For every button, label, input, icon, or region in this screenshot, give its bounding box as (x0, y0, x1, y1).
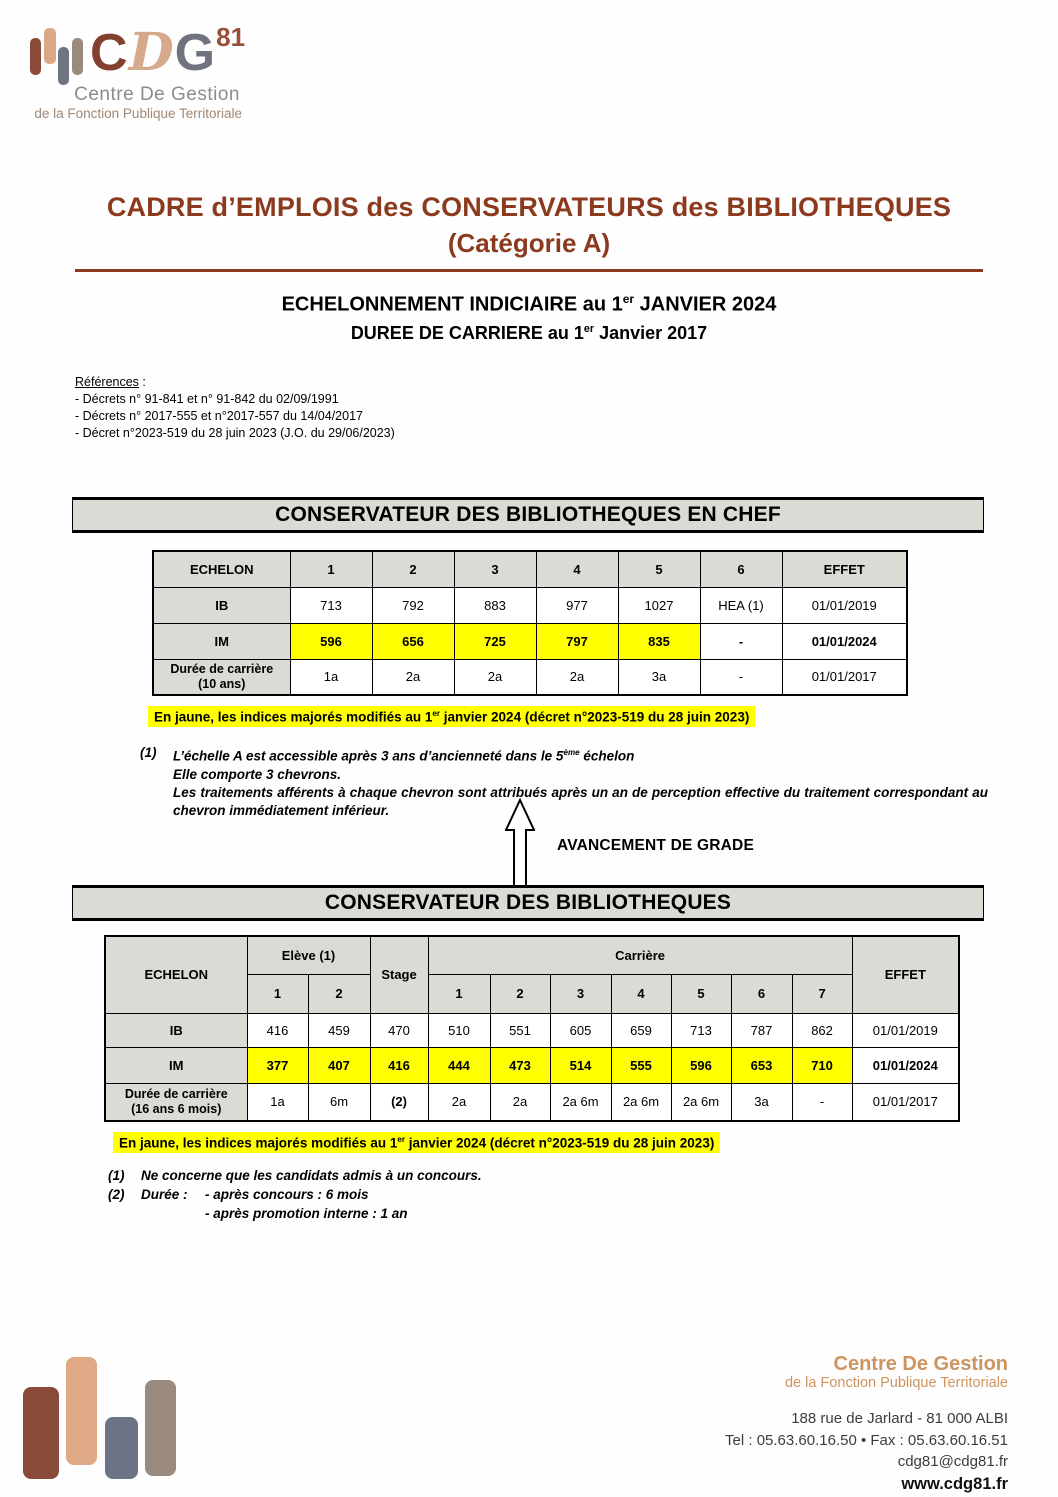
column-header: 6 (731, 974, 792, 1013)
column-header: 3 (550, 974, 611, 1013)
table-cell: 2a (372, 659, 454, 695)
table-cell-highlighted: 514 (550, 1047, 611, 1083)
table-row-ib (153, 587, 907, 623)
note-sup: er (432, 709, 441, 718)
footnote-1 (108, 1166, 482, 1185)
page-subtitle (0, 292, 1058, 344)
footnote-text: - après promotion interne : 1 an (205, 1206, 408, 1221)
column-header-effet: EFFET (852, 936, 959, 1013)
section-header-conservateur: CONSERVATEUR DES BIBLIOTHEQUES (72, 885, 984, 921)
subtitle-indiciaire (0, 292, 1058, 317)
table-cell-highlighted: 473 (490, 1047, 550, 1083)
table-cell-effet: 01/01/2019 (852, 1013, 959, 1047)
table-cell-highlighted: 596 (290, 623, 372, 659)
table-cell-highlighted: 835 (618, 623, 700, 659)
table-cell: 1027 (618, 587, 700, 623)
footer-bar-brown (23, 1387, 59, 1479)
footnote-marker: (1) (140, 745, 157, 760)
subtitle-text: DUREE DE CARRIERE au 1 (350, 322, 584, 343)
table-cell: 1a (247, 1083, 308, 1121)
highlight-note-1 (148, 706, 755, 727)
references-block (75, 374, 395, 442)
table-cell-highlighted: 653 (731, 1047, 792, 1083)
column-header: 6 (700, 551, 782, 587)
footnote-label: Durée : (141, 1187, 188, 1202)
up-arrow-icon (505, 798, 535, 888)
subtitle-sup: er (622, 292, 635, 306)
subtitle-carriere (0, 323, 1058, 344)
column-header: 4 (611, 974, 671, 1013)
column-header-effet: EFFET (782, 551, 907, 587)
row-label: IB (105, 1013, 247, 1047)
subtitle-sup: er (583, 322, 595, 335)
footnote-text: - après concours : 6 mois (205, 1187, 369, 1202)
logo-bars-icon (28, 22, 86, 86)
table-row-duree (105, 1083, 959, 1121)
footer-brand: Centre De Gestion (833, 1353, 1008, 1375)
footer-website: www.cdg81.fr (901, 1474, 1008, 1493)
table-row-duree (153, 659, 907, 695)
row-label: IB (153, 587, 290, 623)
column-header: 2 (372, 551, 454, 587)
footer-bar-tan (66, 1357, 97, 1465)
table-cell: 551 (490, 1013, 550, 1047)
column-header-echelon: ECHELON (153, 551, 290, 587)
table-cell: 470 (370, 1013, 428, 1047)
references-title (75, 374, 395, 391)
table-cell: - (700, 659, 782, 695)
column-header: 5 (618, 551, 700, 587)
row-label: IM (153, 623, 290, 659)
table-cell: 3a (731, 1083, 792, 1121)
row-label-line2: (10 ans) (198, 676, 246, 691)
title-divider (75, 269, 983, 272)
reference-item: - Décrets n° 91-841 et n° 91-842 du 02/09/1991 (75, 392, 339, 406)
table-cell: 2a (490, 1083, 550, 1121)
references-label: Références (75, 375, 139, 389)
logo-org-name: Centre De Gestion (74, 84, 240, 105)
column-header: 3 (454, 551, 536, 587)
column-header: 5 (671, 974, 731, 1013)
column-header: 2 (308, 974, 370, 1013)
note-text: janvier 2024 (décret n°2023-519 du 28 juin 2023) (405, 1135, 715, 1151)
subtitle-text: Janvier 2017 (594, 322, 708, 343)
footer-address: 188 rue de Jarlard - 81 000 ALBI (791, 1410, 1008, 1427)
logo-letter-d: D (128, 22, 175, 83)
table-cell-effet: 01/01/2017 (782, 659, 907, 695)
column-header: 2 (490, 974, 550, 1013)
table-cell-effet: 01/01/2017 (852, 1083, 959, 1121)
logo-bar-gray (58, 47, 69, 85)
table-cell-effet: 01/01/2024 (782, 623, 907, 659)
footnote-text: L’échelle A est accessible après 3 ans d’ancienneté dans le 5 (173, 748, 564, 764)
note-sup: er (397, 1135, 406, 1144)
table-conservateur-en-chef (152, 550, 908, 696)
reference-item: - Décret n°2023-519 du 28 juin 2023 (J.O. du 29/06/2023) (75, 426, 395, 440)
footnote-body (173, 744, 988, 820)
logo-letter-g: G (174, 24, 217, 82)
footer-bar-gray (105, 1417, 138, 1479)
highlight-note-2 (113, 1132, 720, 1153)
table-cell: 792 (372, 587, 454, 623)
column-header: 1 (290, 551, 372, 587)
logo-bar-brown (30, 38, 41, 75)
logo-letter-c: C (90, 24, 129, 82)
table-cell: HEA (1) (700, 587, 782, 623)
table-cell: 459 (308, 1013, 370, 1047)
table-cell: 713 (671, 1013, 731, 1047)
references-colon: : (138, 375, 146, 389)
table-cell: 1a (290, 659, 372, 695)
footnote-2-line1 (108, 1185, 482, 1204)
row-label-line1: Durée de carrière (124, 1086, 228, 1101)
row-label-duree (153, 659, 290, 695)
logo-acronym (90, 22, 246, 83)
footnote-sup: ème (563, 748, 580, 757)
table-cell: - (792, 1083, 852, 1121)
footer-phone-fax: Tel : 05.63.60.16.50 • Fax : 05.63.60.16.51 (725, 1431, 1008, 1449)
row-label-line2: (16 ans 6 mois) (131, 1101, 222, 1116)
logo-number-81: 81 (216, 22, 246, 52)
table-row-im (105, 1047, 959, 1083)
page-title-line1: CADRE d’EMPLOIS des CONSERVATEURS des BIBLIOTHEQUES (106, 192, 952, 222)
footnote-text: Les traitements afférents à chaque chevron sont attribués après un an de perception effective du traitement correspondant au chevron immédiatement inférieur. (173, 784, 988, 818)
column-header: 1 (247, 974, 308, 1013)
table-cell: 2a (536, 659, 618, 695)
table-header-row-groups (105, 936, 959, 974)
table-cell-effet: 01/01/2019 (782, 587, 907, 623)
note-text: En jaune, les indices majorés modifiés au 1 (119, 1135, 398, 1151)
table-cell: 659 (611, 1013, 671, 1047)
table-cell: 605 (550, 1013, 611, 1047)
footer-tagline: de la Fonction Publique Territoriale (784, 1375, 1008, 1391)
logo-bar-tan (44, 28, 56, 64)
logo-tagline: de la Fonction Publique Territoriale (34, 106, 242, 121)
column-group-carriere: Carrière (428, 936, 852, 974)
avancement-de-grade-label: AVANCEMENT DE GRADE (557, 837, 754, 854)
table-cell: 862 (792, 1013, 852, 1047)
page-title (0, 192, 1058, 259)
footnote-marker: (2) (108, 1187, 125, 1202)
table-cell: 977 (536, 587, 618, 623)
footer-contact-block (725, 1353, 1008, 1496)
table-cell: 2a 6m (671, 1083, 731, 1121)
note-text: janvier 2024 (décret n°2023-519 du 28 juin 2023) (440, 709, 750, 725)
table-cell: (2) (370, 1083, 428, 1121)
footnote-2-line2 (108, 1204, 482, 1223)
table-cell-highlighted: 710 (792, 1047, 852, 1083)
table-cell-highlighted: 377 (247, 1047, 308, 1083)
table-cell: 2a 6m (611, 1083, 671, 1121)
footnotes-block (108, 1166, 482, 1223)
footnote-text: échelon (579, 748, 635, 764)
page-title-line2: (Catégorie A) (447, 228, 611, 258)
logo-bar-taupe (72, 38, 83, 75)
table-cell: 2a (428, 1083, 490, 1121)
reference-item: - Décrets n° 2017-555 et n°2017-557 du 14/04/2017 (75, 409, 363, 423)
footnote-marker: (1) (108, 1168, 125, 1183)
table-cell: 510 (428, 1013, 490, 1047)
subtitle-text: JANVIER 2024 (634, 293, 777, 316)
column-header-echelon: ECHELON (105, 936, 247, 1013)
footer-email: cdg81@cdg81.fr (897, 1453, 1008, 1470)
table-cell: 416 (247, 1013, 308, 1047)
footnote-echelle-a (140, 744, 988, 820)
table-cell: 2a (454, 659, 536, 695)
table-cell: 883 (454, 587, 536, 623)
table-cell-highlighted: 444 (428, 1047, 490, 1083)
table-cell: - (700, 623, 782, 659)
table-cell-highlighted: 596 (671, 1047, 731, 1083)
footnote-text: Ne concerne que les candidats admis à un concours. (141, 1168, 482, 1183)
table-cell-highlighted: 416 (370, 1047, 428, 1083)
column-group-eleve: Elève (1) (247, 936, 370, 974)
column-header: 4 (536, 551, 618, 587)
footer-bar-taupe (145, 1380, 176, 1476)
table-cell: 6m (308, 1083, 370, 1121)
table-conservateur (104, 935, 960, 1122)
note-text: En jaune, les indices majorés modifiés au 1 (154, 709, 433, 725)
column-header-stage: Stage (370, 936, 428, 1013)
table-row-ib (105, 1013, 959, 1047)
table-cell-effet: 01/01/2024 (852, 1047, 959, 1083)
column-header: 7 (792, 974, 852, 1013)
column-header: 1 (428, 974, 490, 1013)
table-cell-highlighted: 407 (308, 1047, 370, 1083)
table-cell: 713 (290, 587, 372, 623)
table-cell-highlighted: 555 (611, 1047, 671, 1083)
row-label-duree (105, 1083, 247, 1121)
subtitle-text: ECHELONNEMENT INDICIAIRE au 1 (281, 293, 623, 316)
table-cell-highlighted: 797 (536, 623, 618, 659)
table-row-im (153, 623, 907, 659)
footnote-text: Elle comporte 3 chevrons. (173, 766, 342, 782)
table-cell-highlighted: 725 (454, 623, 536, 659)
section-header-en-chef: CONSERVATEUR DES BIBLIOTHEQUES EN CHEF (72, 497, 984, 533)
table-cell: 2a 6m (550, 1083, 611, 1121)
row-label: IM (105, 1047, 247, 1083)
table-cell-highlighted: 656 (372, 623, 454, 659)
table-cell: 787 (731, 1013, 792, 1047)
table-cell: 3a (618, 659, 700, 695)
row-label-line1: Durée de carrière (170, 661, 274, 676)
table-header-row (153, 551, 907, 587)
